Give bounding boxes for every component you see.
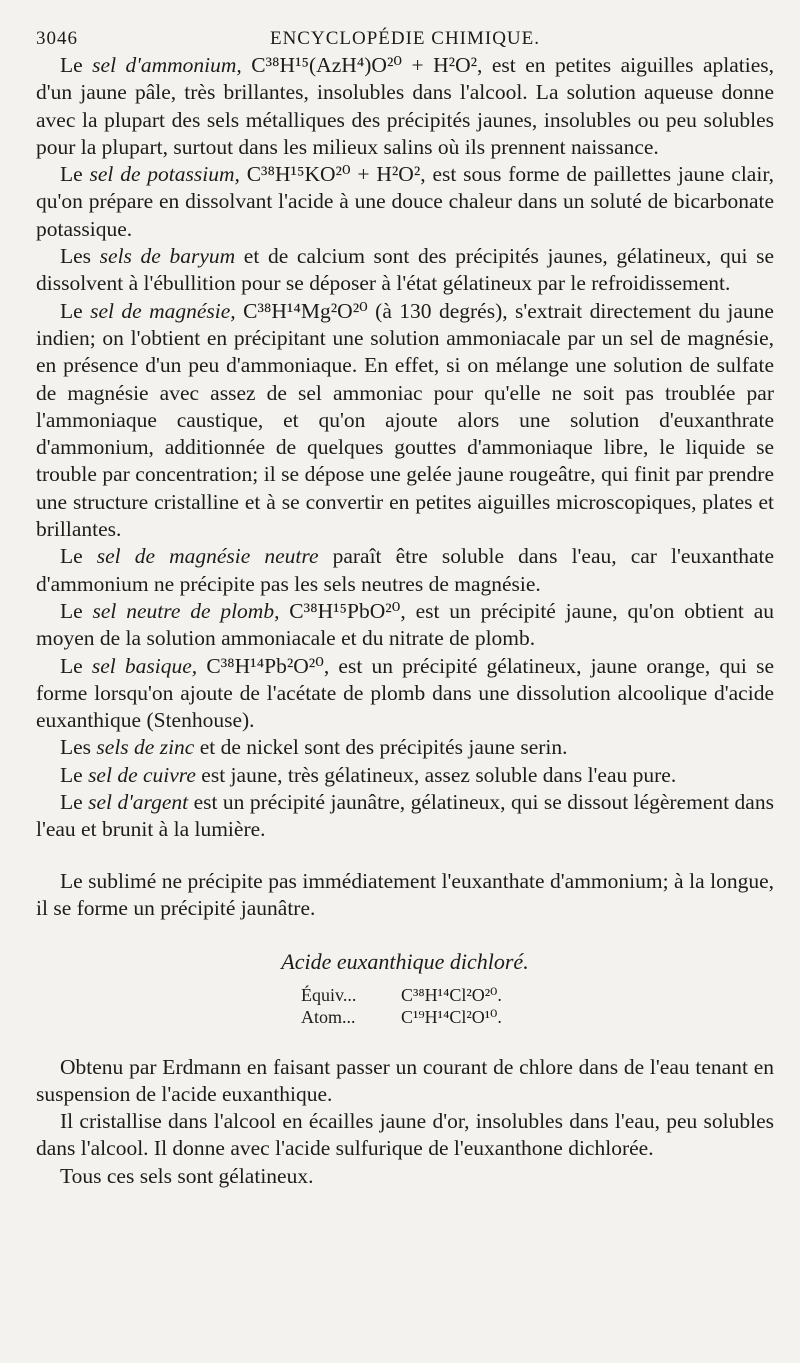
paragraph-cristallise: Il cristallise dans l'alcool en écailles jaune d'or, insolubles dans l'eau, peu solubles dans l'alcool. Il donne avec l'acide sulfurique de l'euxanthone dichlorée. xyxy=(36,1109,774,1161)
body-text xyxy=(36,52,774,1190)
equiv-row xyxy=(301,984,541,1006)
paragraph-sublime: Le sublimé ne précipite pas immédiatement l'euxanthate d'ammonium; à la longue, il se forme un précipité jaunâtre. xyxy=(36,868,774,920)
section-title: Acide euxanthique dichloré. xyxy=(281,949,529,975)
page-number: 3046 xyxy=(36,28,78,49)
atom-row xyxy=(301,1006,541,1028)
paragraph-magnesie-neutre: Le sel de magnésie neutre paraît être soluble dans l'eau, car l'euxanthate d'ammonium ne précipite pas les sels neutres de magnésie. xyxy=(36,544,774,596)
paragraph-ammonium: Le sel d'ammonium, C³⁸H¹⁵(AzH⁴)O²⁰ + H²O², est en petites aiguilles aplaties, d'un jaune pâle, très brillantes, insolubles dans l'alcool. La solution aqueuse donne avec la plupart des sels métalliques des précipités jaunes, insolubles ou peu solubles pour la plupart, surtout dans les milieux salins où ils prennent naissance. xyxy=(36,53,774,159)
equiv-label: Équiv... xyxy=(301,984,357,1005)
atom-formula: C¹⁹H¹⁴Cl²O¹⁰. xyxy=(401,1006,502,1027)
spacer xyxy=(36,1028,774,1054)
paragraph-magnesie: Le sel de magnésie, C³⁸H¹⁴Mg²O²⁰ (à 130 degrés), s'extrait directement du jaune indien; on l'obtient en précipitant une solution ammoniacale par un sel de magnésie, en présence d'un peu d'ammoniaque. En effet, si on mélange une solution de sulfate de magnésie avec assez de sel ammoniac pour qu'elle ne soit pas troublée par l'ammoniaque caustique, et qu'on ajoute alors une solution d'euxanthrate d'ammonium, additionnée de quelques gouttes d'ammoniaque libre, le liquide se trouble par concentration; il se dépose une gelée jaune rougeâtre, qui finit par prendre une structure cristalline et à se convertir en petites aiguilles microscopiques, plates et brillantes. xyxy=(36,298,774,542)
paragraph-gelatineux: Tous ces sels sont gélatineux. xyxy=(60,1163,314,1188)
formula-block xyxy=(301,984,541,1028)
paragraph-argent: Le sel d'argent est un précipité jaunâtre, gélatineux, qui se dissout légèrement dans l'eau et brunit à la lumière. xyxy=(36,790,774,842)
running-title: ENCYCLOPÉDIE CHIMIQUE. xyxy=(269,28,541,49)
paragraph-baryum: Les sels de baryum et de calcium sont des précipités jaunes, gélatineux, qui se dissolvent à l'ébullition pour se déposer à l'état gélatineux par le refroidissement. xyxy=(36,244,774,296)
atom-label: Atom... xyxy=(301,1006,356,1027)
spacer xyxy=(36,844,774,868)
paragraph-zinc-nickel: Les sels de zinc et de nickel sont des précipités jaune serin. xyxy=(60,735,568,760)
running-head xyxy=(36,22,774,52)
paragraph-cuivre: Le sel de cuivre est jaune, très gélatineux, assez soluble dans l'eau pure. xyxy=(60,762,677,787)
equiv-formula: C³⁸H¹⁴Cl²O²⁰. xyxy=(401,984,502,1005)
paragraph-potassium: Le sel de potassium, C³⁸H¹⁵KO²⁰ + H²O², est sous forme de paillettes jaune clair, qu'on prépare en dissolvant l'acide à une douce chaleur dans un soluté de bicarbonate potassique. xyxy=(36,162,774,241)
paragraph-sel-basique: Le sel basique, C³⁸H¹⁴Pb²O²⁰, est un précipité gélatineux, jaune orange, qui se forme lorsqu'on ajoute de l'acétate de plomb dans une dissolution alcoolique d'acide euxanthique (Stenhouse). xyxy=(36,653,774,733)
paragraph-plomb-neutre: Le sel neutre de plomb, C³⁸H¹⁵PbO²⁰, est un précipité jaune, qu'on obtient au moyen de la solution ammoniacale et du nitrate de plomb. xyxy=(36,598,774,651)
page xyxy=(36,22,774,1190)
paragraph-erdmann: Obtenu par Erdmann en faisant passer un courant de chlore dans de l'eau tenant en suspension de l'acide euxanthique. xyxy=(36,1054,774,1106)
